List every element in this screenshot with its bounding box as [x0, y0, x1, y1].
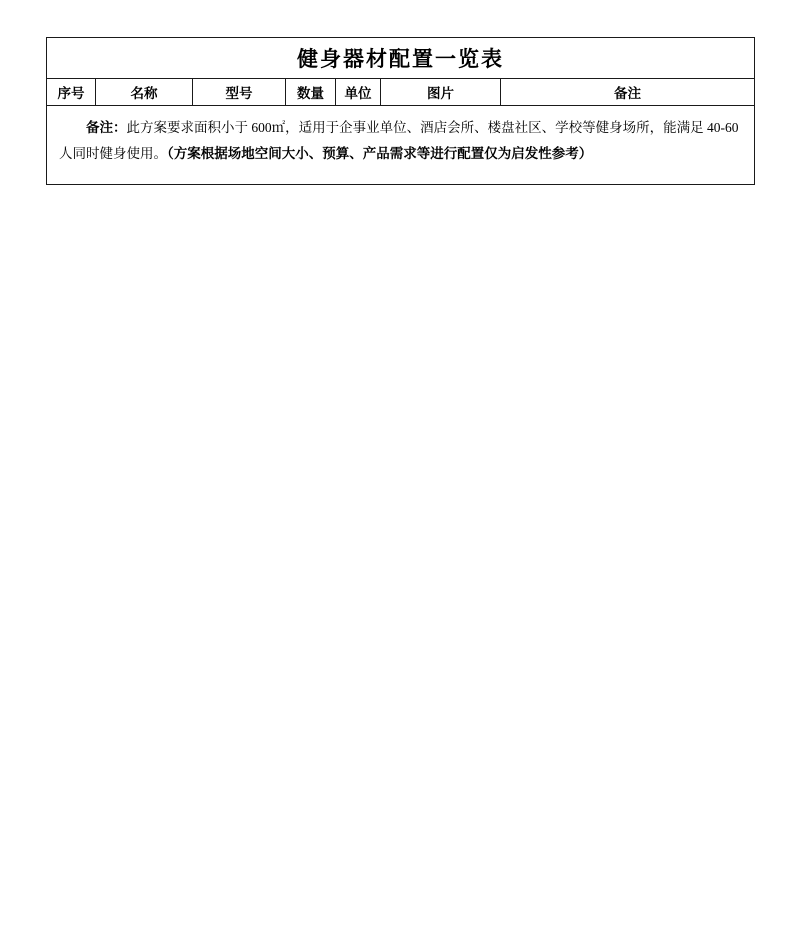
column-header-unit: 单位: [336, 79, 381, 106]
equipment-configuration-table: [46, 37, 754, 185]
column-header-name: 名称: [96, 79, 193, 106]
column-header-remarks: 备注: [501, 79, 755, 106]
header-row: [47, 79, 755, 106]
column-header-picture: 图片: [381, 79, 501, 106]
column-header-model: 型号: [193, 79, 286, 106]
column-header-quantity: 数量: [286, 79, 336, 106]
footer-note: [47, 106, 755, 185]
footer-note-label: 备注：: [86, 120, 127, 135]
footer-note-text: 备注：此方案要求面积小于 600㎡，适用于企事业单位、酒店会所、楼盘社区、学校等健身场所，能满足 40-60 人同时健身使用。（方案根据场地空间大小、预算、产品需求等进行配置仅为启发性参考）: [59, 120, 739, 162]
page-title: 健身器材配置一览表: [47, 38, 755, 79]
column-header-serial: 序号: [47, 79, 96, 106]
